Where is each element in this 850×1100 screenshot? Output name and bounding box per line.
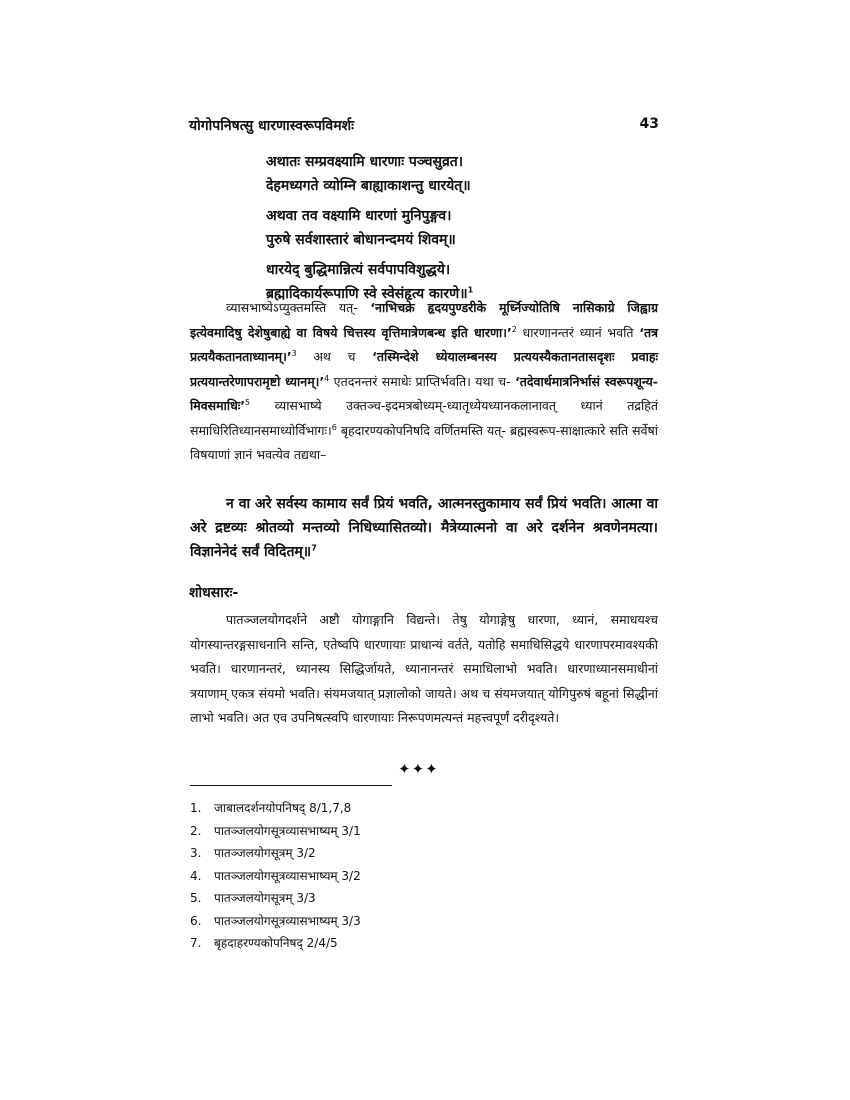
paragraph-text: व्यासभाष्ये उक्तञ्च-इदमत्रबोध्यम्-ध्यातृध्येयध्यानकलानावत् ध्यानं तद्रहितं समाधिरितिध्यानसमाध्योर्विभागः। <box>190 398 658 438</box>
footnote-text: पातञ्जलयोगसूत्रम् 3/3 <box>214 891 316 905</box>
footnote-list <box>190 797 590 955</box>
footnote-text: पातञ्जलयोगसूत्रव्यासभाष्यम् 3/3 <box>214 913 361 928</box>
paragraph-text: बृहदारण्यकोपनिषदि वर्णितमस्ति यत्- ब्रह्मस्वरूप-साक्षात्कारे सति सर्वेषां विषयाणां ज्ञानं भवत्येव तद्यथा– <box>190 422 659 462</box>
verse-line: पुरुषे सर्वशास्तारं बोधानन्दमयं शिवम्॥ <box>266 232 456 248</box>
quotation: ‘तत्र प्रत्ययैकतानताध्यानम्।’ <box>190 324 658 364</box>
footnote-text: पातञ्जलयोगसूत्रव्यासभाष्यम् 3/1 <box>214 823 361 838</box>
verse-text: ब्रह्मादिकार्यरूपाणि स्वे स्वेसंहृत्य कारणे॥ <box>266 286 468 302</box>
footnote-ref: 7 <box>311 543 317 553</box>
footnote-number: 7. <box>190 936 202 950</box>
footnote-text: जाबालदर्शनयोपनिषद् 8/1,7,8 <box>214 801 352 815</box>
verse-line: अथवा तव वक्ष्यामि धारणां मुनिपुङ्गव। <box>266 208 452 224</box>
footnote-ref: 2 <box>511 324 517 334</box>
footnote-text: पातञ्जलयोगसूत्रम् 3/2 <box>214 846 316 860</box>
footnote-number: 4. <box>190 868 202 883</box>
paragraph-text: एतदनन्तरं समाधेः प्राप्तिर्भवति। यथा च- <box>329 373 516 389</box>
running-header <box>189 116 659 135</box>
quotation: ‘तदेवार्थमात्रनिर्भासं स्वरूपशून्य-मिवसमाधिः’ <box>190 373 658 413</box>
verse-stanza <box>266 150 596 198</box>
footnote-item <box>190 910 590 933</box>
footnote-number: 5. <box>190 891 202 905</box>
footnote-ref: 3 <box>291 348 297 358</box>
footnote-rule <box>190 785 392 786</box>
page-number: 43 <box>639 116 659 132</box>
verse-stanza <box>266 204 596 252</box>
footnote-number: 2. <box>190 823 202 838</box>
quoted-passage <box>190 492 658 564</box>
verse-line: धारयेद् बुद्धिमान्नित्यं सर्वपापविशुद्धये। <box>266 262 451 278</box>
verse-block <box>266 150 596 312</box>
footnote-ref: 5 <box>245 397 251 407</box>
paragraph-text: धारणानन्तरं ध्यानं भवति <box>516 324 640 340</box>
verse-line: अथातः सम्प्रवक्ष्यामि धारणाः पञ्चसुव्रत। <box>266 154 464 170</box>
footnote-item <box>190 797 590 820</box>
quotation: ‘तस्मिन्देशे ध्येयालम्बनस्य प्रत्ययस्यैकतानतासदृशः प्रवाहः प्रत्ययान्तरेणापरामृष्टो ध्यानम्।’ <box>190 349 658 389</box>
footnote-ref: 6 <box>331 422 337 432</box>
footnote-item <box>190 932 590 955</box>
footnote-ref: 4 <box>324 373 330 383</box>
footnote-ref: 1 <box>467 285 474 295</box>
footnote-item <box>190 842 590 865</box>
footnote-item <box>190 820 590 843</box>
section-ornament: ✦✦✦ <box>398 760 439 778</box>
footnote-text: बृहदाहरण्यकोपनिषद् 2/4/5 <box>214 936 338 950</box>
paragraph-text: व्यासभाष्येऽप्युक्तमस्ति यत्- <box>226 300 371 315</box>
summary-text: पातञ्जलयोगदर्शने अष्टौ योगाङ्गानि विद्यन्ते। तेषु योगाङ्गेषु धारणा, ध्यानं, समाधयश्च योगस्यान्तरङ्गसाधनानि सन्ति, एतेष्वपि धारणायाः प्राधान्यं वर्तते, यतोहि समाधिसिद्धये धारणापरमावश्यकी भवति। धारणानन्तरं, ध्यानस्य सिद्धिर्जायते, ध्यानानन्तरं समाधिलाभो भवति। धारणाध्यानसमाधीनां त्रयाणाम् एकत्र संयमो भवति। संयमजयात् प्रज्ञालोको जायते। अथ च संयमजयात् योगिपुरुषं बहूनां सिद्धीनां लाभो भवति। अत एव उपनिषत्स्वपि धारणायाः निरूपणमत्यन्तं महत्त्वपूर्णं दरीदृश्यते। <box>190 612 658 725</box>
passage-text: न वा अरे सर्वस्य कामाय सर्वं प्रियं भवति, आत्मनस्तुकामाय सर्वं प्रियं भवति। आत्मा वा अरे द्रष्टव्यः श्रोतव्यो मन्तव्यो निधिध्यासितव्यो। मैत्रेय्यात्मनो वा अरे दर्शनेन श्रवणेनमत्या। विज्ञानेनेदं सर्वं विदितम्॥ <box>190 496 658 560</box>
footnote-number: 6. <box>190 913 202 928</box>
verse-line: देहमध्यगते व्योम्नि बाह्याकाशन्तु धारयेत्॥ <box>266 178 471 194</box>
summary-heading: शोधसारः- <box>189 585 239 601</box>
body-paragraph <box>190 296 658 468</box>
footnote-number: 3. <box>190 846 202 860</box>
footnote-item <box>190 865 590 888</box>
running-title: योगोपनिषत्सु धारणास्वरूपविमर्शः <box>189 118 354 134</box>
footnote-number: 1. <box>190 801 202 815</box>
quotation: ‘नाभिचक्रे हृदयपुण्डरीके मूर्ध्निज्योतिषि नासिकाग्रे जिह्वाग्र इत्येवमादिषु देशेषुबाह्ये वा विषये चित्तस्य वृत्तिमात्रेणबन्ध इति धारणा।’ <box>190 300 658 340</box>
paragraph-text: अथ च <box>296 349 373 364</box>
summary-paragraph <box>190 608 658 731</box>
footnote-item <box>190 887 590 910</box>
footnote-text: पातञ्जलयोगसूत्रव्यासभाष्यम् 3/2 <box>214 868 361 883</box>
